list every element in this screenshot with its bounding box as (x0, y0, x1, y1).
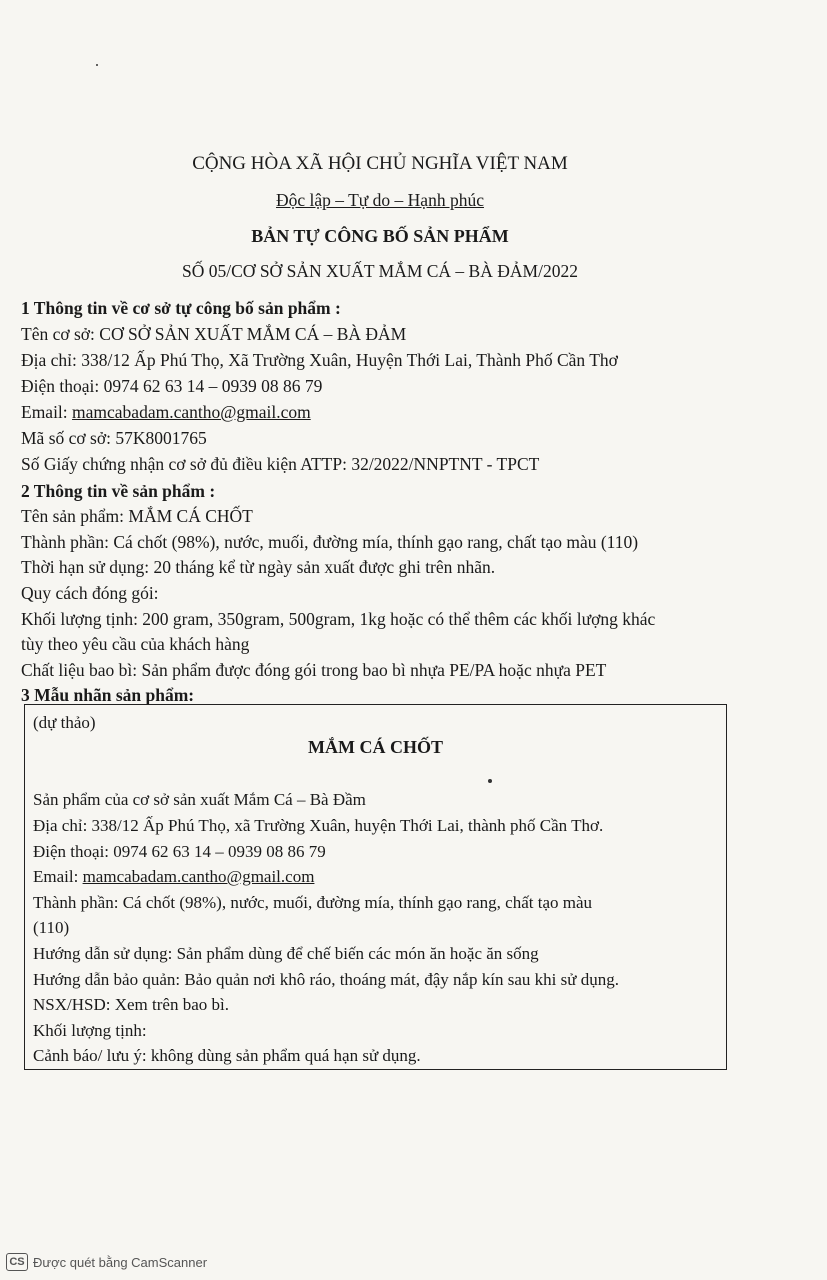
label-phone: Điện thoại: 0974 62 63 14 – 0939 08 86 79 (33, 842, 326, 861)
product-ingredients: Thành phần: Cá chốt (98%), nước, muối, đường mía, thính gạo rang, chất tạo màu (110) (21, 532, 639, 552)
net-weight-cont: tùy theo yêu cầu của khách hàng (21, 634, 250, 654)
product-shelf-life: Thời hạn sử dụng: 20 tháng kể từ ngày sản xuất được ghi trên nhãn. (21, 557, 496, 577)
scan-speck (488, 779, 492, 783)
label-email-line (33, 867, 314, 887)
motto (0, 190, 760, 211)
product-label-box (24, 704, 727, 1070)
product-name: Tên sản phẩm: MẮM CÁ CHỐT (21, 506, 253, 526)
facility-email-link[interactable]: mamcabadam.cantho@gmail.com (72, 402, 311, 422)
facility-name: Tên cơ sở: CƠ SỞ SẢN XUẤT MẮM CÁ – BÀ ĐẢM (21, 324, 407, 344)
section2-heading: 2 Thông tin về sản phẩm : (21, 481, 216, 501)
motto-text: Độc lập – Tự do – Hạnh phúc (276, 190, 484, 210)
food-safety-certificate: Số Giấy chứng nhận cơ sở đủ điều kiện ATTP: 32/2022/NNPTNT - TPCT (21, 454, 540, 474)
facility-email-line (21, 402, 311, 423)
facility-address: Địa chỉ: 338/12 Ấp Phú Thọ, Xã Trường Xuân, Huyện Thới Lai, Thành Phố Cần Thơ (21, 350, 618, 370)
email-label: Email: (21, 402, 73, 422)
camscanner-watermark (6, 1253, 207, 1271)
packaging-heading: Quy cách đóng gói: (21, 583, 159, 603)
label-email-link[interactable]: mamcabadam.cantho@gmail.com (82, 867, 315, 886)
label-producer: Sản phẩm của cơ sở sản xuất Mắm Cá – Bà Đầm (33, 790, 366, 809)
label-draft: (dự thảo) (33, 713, 96, 732)
camscanner-text: Được quét bằng CamScanner (33, 1254, 208, 1270)
label-address: Địa chỉ: 338/12 Ấp Phú Thọ, xã Trường Xuân, huyện Thới Lai, thành phố Cần Thơ. (33, 816, 604, 835)
section3-heading: 3 Mẫu nhãn sản phẩm: (21, 685, 195, 705)
facility-code: Mã số cơ sở: 57K8001765 (21, 428, 207, 448)
label-ingredients-cont: (110) (33, 918, 70, 937)
nation-heading: CỘNG HÒA XÃ HỘI CHỦ NGHĨA VIỆT NAM (192, 153, 568, 174)
label-email-label: Email: (33, 867, 83, 886)
label-dates: NSX/HSD: Xem trên bao bì. (33, 995, 229, 1014)
net-weight: Khối lượng tịnh: 200 gram, 350gram, 500gram, 1kg hoặc có thể thêm các khối lượng khác (21, 609, 656, 629)
camscanner-logo-icon: CS (6, 1253, 28, 1271)
section1-heading: 1 Thông tin về cơ sở tự công bố sản phẩm : (21, 298, 341, 318)
packaging-material: Chất liệu bao bì: Sản phẩm được đóng gói trong bao bì nhựa PE/PA hoặc nhựa PET (21, 660, 607, 680)
label-ingredients: Thành phần: Cá chốt (98%), nước, muối, đường mía, thính gạo rang, chất tạo màu (33, 893, 593, 912)
facility-phone: Điện thoại: 0974 62 63 14 – 0939 08 86 79 (21, 376, 323, 396)
label-storage: Hướng dẫn bảo quản: Bảo quản nơi khô ráo, thoáng mát, đậy nắp kín sau khi sử dụng. (33, 970, 619, 989)
scan-speck (96, 64, 98, 66)
label-title: MẮM CÁ CHỐT (308, 737, 443, 757)
document-number: SỐ 05/CƠ SỞ SẢN XUẤT MẮM CÁ – BÀ ĐẢM/2022 (182, 261, 578, 281)
label-usage: Hướng dẫn sử dụng: Sản phẩm dùng để chế biến các món ăn hoặc ăn sống (33, 944, 539, 963)
document-title: BẢN TỰ CÔNG BỐ SẢN PHẨM (251, 226, 509, 246)
label-warning: Cảnh báo/ lưu ý: không dùng sản phẩm quá hạn sử dụng. (33, 1046, 421, 1065)
label-weight: Khối lượng tịnh: (33, 1021, 147, 1040)
